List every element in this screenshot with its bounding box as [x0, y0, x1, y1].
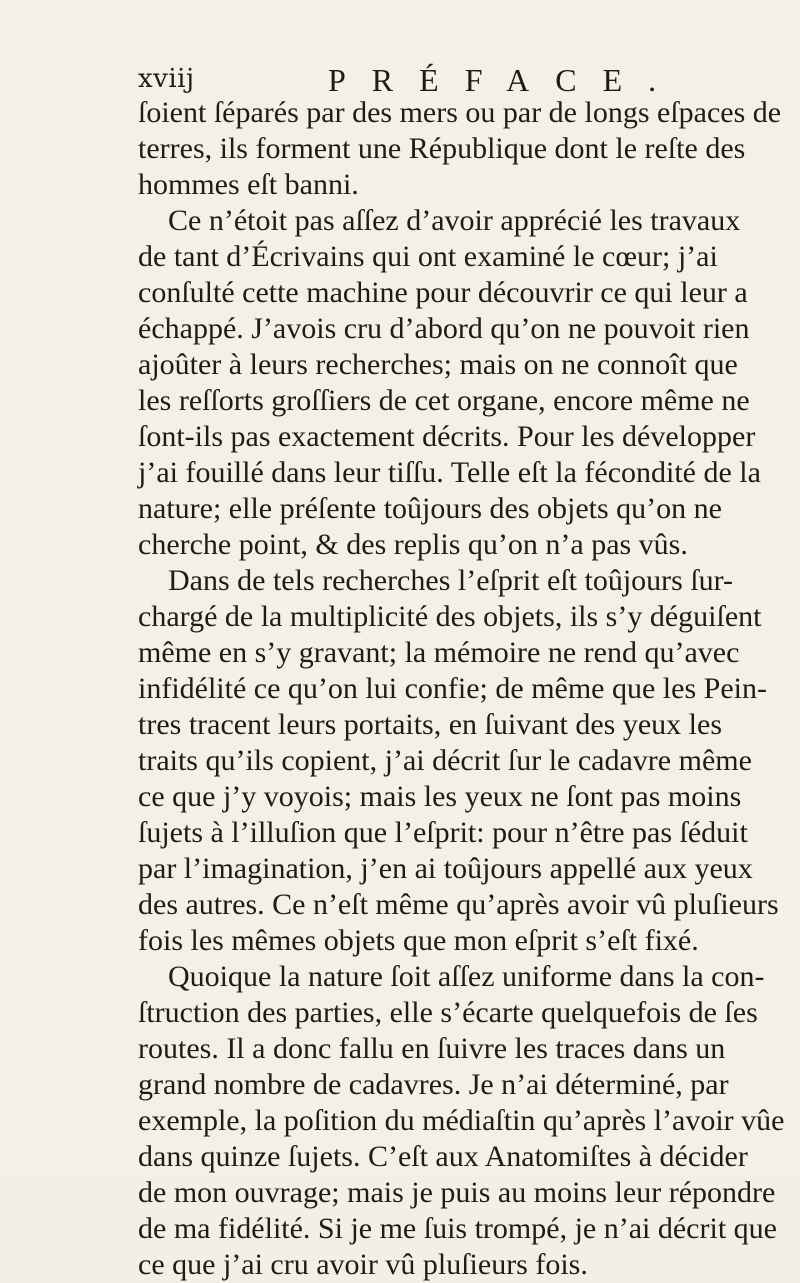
- text-line: j’ai fouillé dans leur tiſſu. Telle eſt la fécondité de la: [138, 456, 761, 489]
- text-line: ſont-ils pas exactement décrits. Pour les développer: [138, 420, 756, 453]
- text-line: ſtruction des parties, elle s’écarte quelquefois de ſes: [138, 996, 758, 1029]
- text-line: ce que j’ai cru avoir vû pluſieurs fois.: [138, 1248, 588, 1281]
- page-number: xviij: [138, 64, 195, 94]
- running-title: PRÉFACE.: [328, 62, 683, 98]
- text-line: conſulté cette machine pour découvrir ce qui leur a: [138, 276, 748, 309]
- text-line: chargé de la multiplicité des objets, ils s’y déguiſent: [138, 600, 762, 633]
- text-line: même en s’y gravant; la mémoire ne rend qu’avec: [138, 636, 740, 669]
- text-line: de tant d’Écrivains qui ont examiné le cœur; j’ai: [138, 240, 718, 273]
- text-line: infidélité ce qu’on lui confie; de même que les Pein-: [138, 672, 767, 705]
- text-line: de mon ouvrage; mais je puis au moins leur répondre: [138, 1176, 776, 1209]
- text-line: ce que j’y voyois; mais les yeux ne ſont pas moins: [138, 780, 742, 813]
- text-line: fois les mêmes objets que mon eſprit s’eſt fixé.: [138, 924, 699, 957]
- body-text: [138, 95, 785, 1283]
- text-line: routes. Il a donc fallu en ſuivre les traces dans un: [138, 1032, 726, 1065]
- text-line: de ma fidélité. Si je me ſuis trompé, je n’ai décrit que: [138, 1212, 777, 1245]
- text-line: terres, ils forment une République dont le reſte des: [138, 132, 746, 165]
- text-line: ſujets à l’illuſion que l’eſprit: pour n’être pas ſéduit: [138, 816, 748, 849]
- paragraph-start-line: Dans de tels recherches l’eſprit eſt toûjours ſur-: [168, 564, 734, 597]
- paragraph-start-line: Ce n’étoit pas aſſez d’avoir apprécié les travaux: [168, 204, 741, 237]
- text-line: ajoûter à leurs recherches; mais on ne connoît que: [138, 348, 738, 381]
- text-line: hommes eſt banni.: [138, 168, 359, 201]
- paragraph-start-line: Quoique la nature ſoit aſſez uniforme dans la con-: [168, 960, 765, 993]
- text-line: par l’imagination, j’en ai toûjours appellé aux yeux: [138, 852, 753, 885]
- text-line: les reſſorts groſſiers de cet organe, encore même ne: [138, 384, 750, 417]
- text-line: cherche point, & des replis qu’on n’a pas vûs.: [138, 528, 688, 561]
- text-line: exemple, la poſition du médiaſtin qu’après l’avoir vûe: [138, 1104, 785, 1137]
- text-line: des autres. Ce n’eſt même qu’après avoir vû pluſieurs: [138, 888, 779, 921]
- text-line: échappé. J’avois cru d’abord qu’on ne pouvoit rien: [138, 312, 750, 345]
- text-line: tres tracent leurs portaits, en ſuivant des yeux les: [138, 708, 722, 741]
- text-line: grand nombre de cadavres. Je n’ai déterminé, par: [138, 1068, 729, 1101]
- text-line: ſoient ſéparés par des mers ou par de longs eſpaces de: [138, 96, 782, 129]
- text-line: dans quinze ſujets. C’eſt aux Anatomiſtes à décider: [138, 1140, 748, 1173]
- text-line: nature; elle préſente toûjours des objets qu’on ne: [138, 492, 722, 525]
- text-line: traits qu’ils copient, j’ai décrit ſur le cadavre même: [138, 744, 752, 777]
